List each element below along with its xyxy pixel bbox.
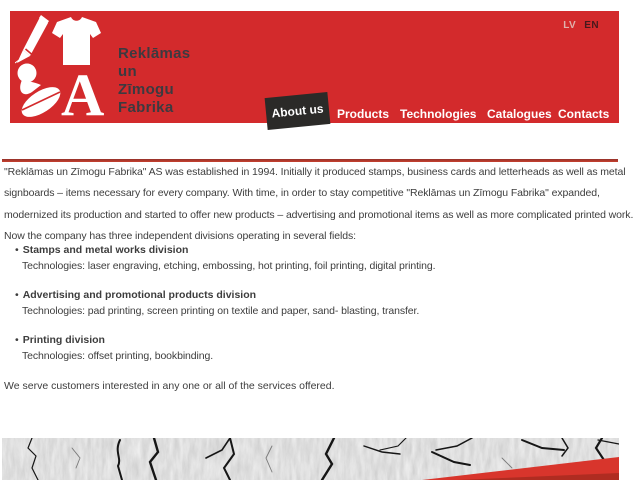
bullet-dot: •	[15, 289, 19, 301]
division-technologies: Technologies: offset printing, bookbinding.	[22, 350, 214, 362]
nav-item-technologies[interactable]: Technologies	[400, 107, 477, 121]
list-item	[15, 242, 435, 274]
logo-title-line: Fabrika	[118, 99, 174, 116]
intro-line: "Reklāmas un Zīmogu Fabrika" AS was established in 1994. Initially it produced stamps, business cards and letterheads as well as metal	[4, 166, 626, 178]
logo-title-line: Zīmogu	[118, 81, 174, 98]
nav-item-contacts[interactable]: Contacts	[558, 107, 610, 121]
list-item	[15, 332, 435, 364]
wood-texture-image	[2, 438, 619, 480]
logo-icons	[15, 13, 111, 121]
intro-line: Now the company has three independent divisions operating in several fields:	[4, 229, 356, 242]
letter-a-icon: A	[61, 62, 105, 121]
tshirt-icon	[52, 17, 101, 65]
logo-title-line: Reklāmas	[118, 45, 191, 62]
logo-title	[118, 45, 190, 117]
lang-lv-link[interactable]: LV	[563, 20, 577, 31]
lang-en-link[interactable]: EN	[584, 20, 599, 31]
bullet-dot: •	[15, 244, 19, 256]
nav-item-products[interactable]: Products	[337, 107, 390, 121]
closing-paragraph: We serve customers interested in any one or all of the services offered.	[4, 380, 335, 392]
division-title: • Printing division	[15, 334, 105, 346]
division-technologies: Technologies: laser engraving, etching, embossing, hot printing, foil printing, digital printing.	[22, 260, 436, 272]
division-title: • Advertising and promotional products division	[15, 289, 257, 301]
intro-line: modernized its production and started to offer new products – advertising and promotional items as well as more complicated printed work.	[4, 208, 634, 221]
language-switcher	[558, 20, 599, 31]
header-banner	[10, 11, 619, 123]
pen-icon	[15, 15, 49, 63]
division-technologies: Technologies: pad printing, screen printing on textile and paper, sand- blasting, transfer.	[22, 305, 420, 317]
nav-item-about-us[interactable]: About us	[265, 92, 331, 130]
intro-line: signboards – items necessary for every company. With time, in order to stay competitive "Reklāmas un Zīmogu Fabrika" expanded,	[4, 187, 600, 200]
logo-title-line: un	[118, 63, 137, 80]
intro-paragraph	[4, 162, 633, 247]
division-title: • Stamps and metal works division	[15, 244, 189, 256]
nav-item-catalogues[interactable]: Catalogues	[487, 107, 552, 121]
divisions-list	[15, 242, 435, 377]
stamp-icon	[17, 64, 65, 122]
list-item	[15, 287, 435, 319]
bullet-dot: •	[15, 334, 19, 346]
